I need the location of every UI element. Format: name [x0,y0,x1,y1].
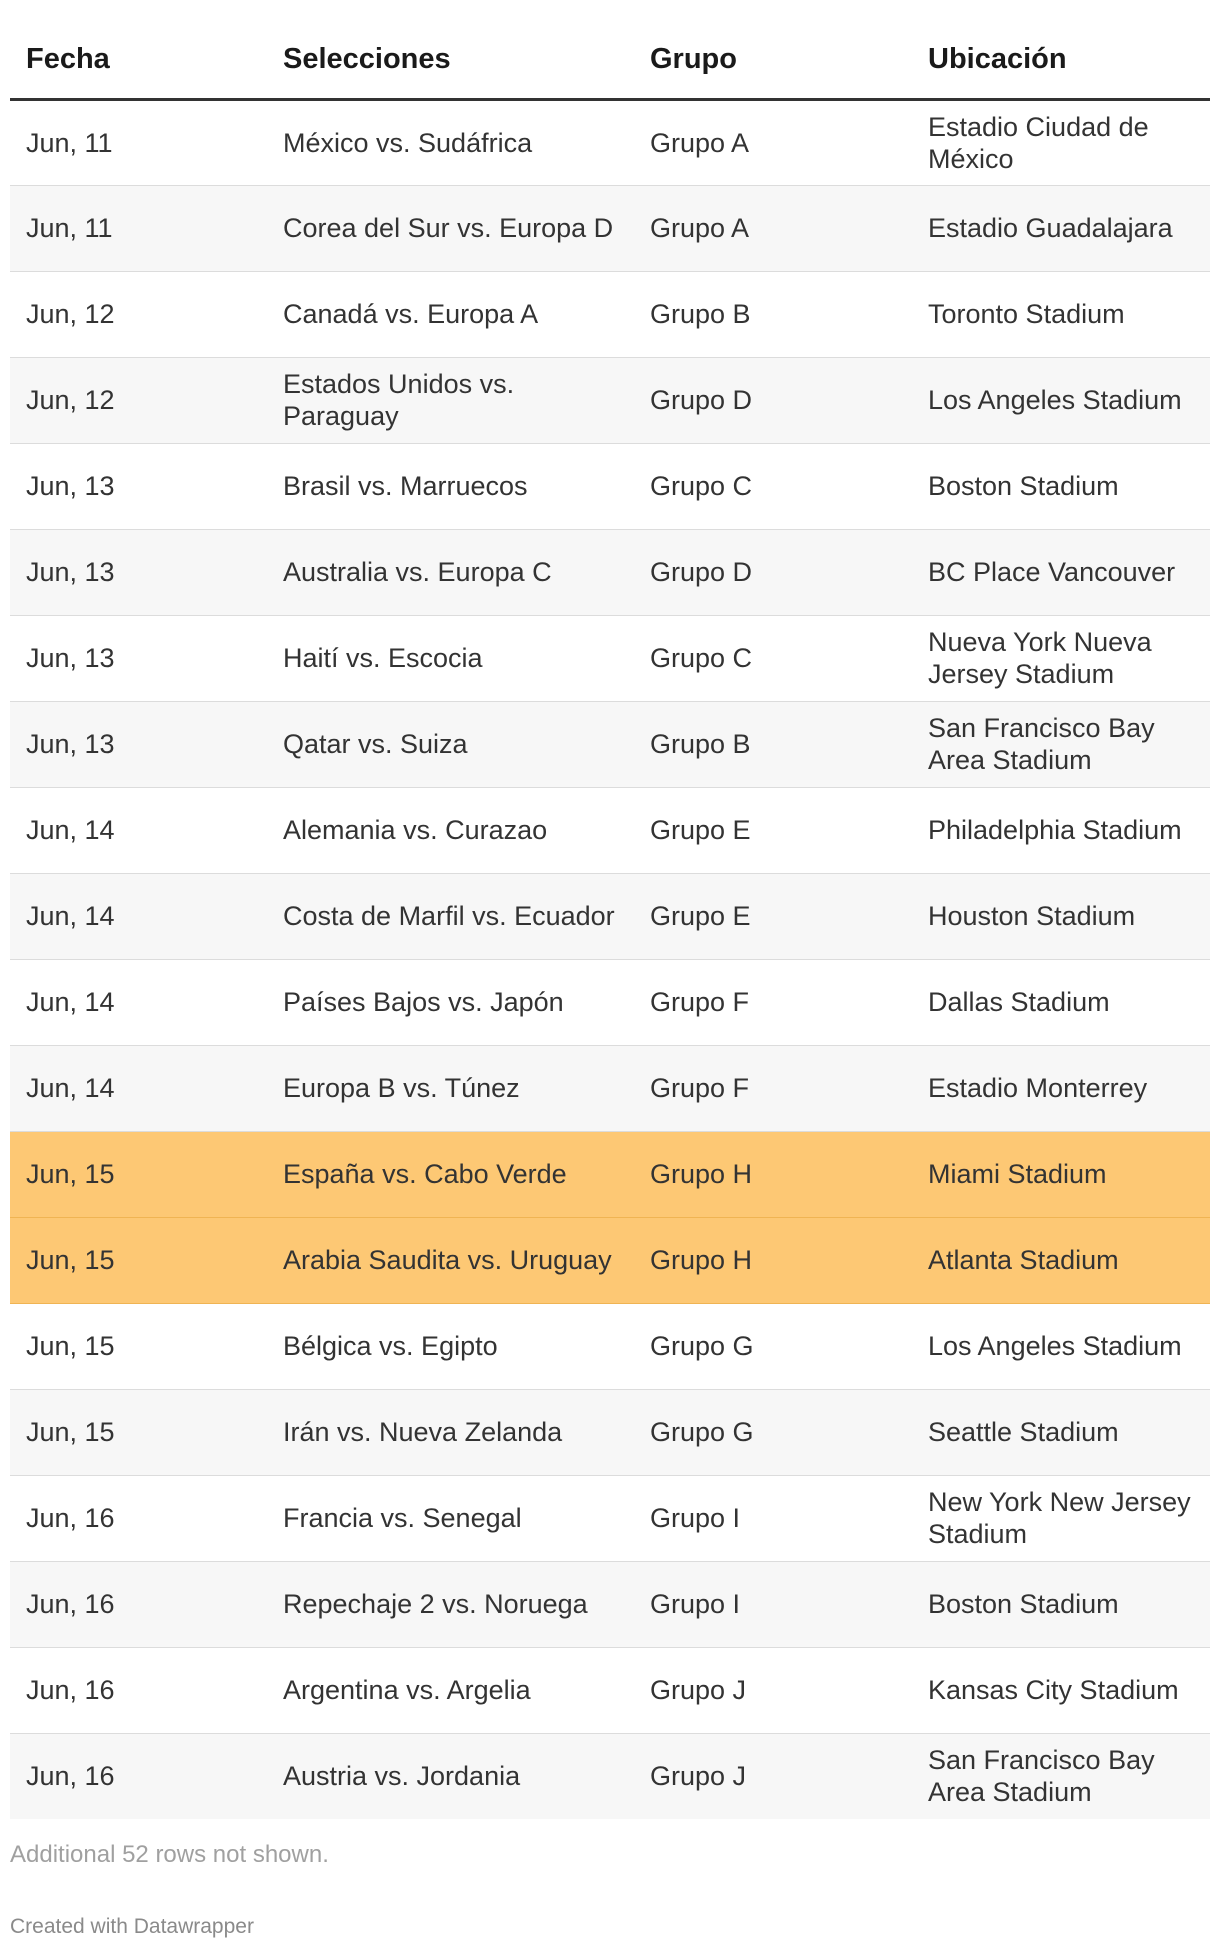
cell-selecciones: Qatar vs. Suiza [267,701,634,787]
cell-grupo: Grupo D [634,529,912,615]
column-header-fecha[interactable]: Fecha [10,0,267,99]
table-row [10,185,1210,271]
cell-fecha: Jun, 11 [10,99,267,185]
cell-grupo: Grupo A [634,185,912,271]
cell-fecha: Jun, 12 [10,357,267,443]
table-row [10,1475,1210,1561]
cell-selecciones: Canadá vs. Europa A [267,271,634,357]
table-body [10,99,1210,1819]
table-row [10,959,1210,1045]
cell-selecciones: Australia vs. Europa C [267,529,634,615]
cell-selecciones: Países Bajos vs. Japón [267,959,634,1045]
cell-fecha: Jun, 15 [10,1131,267,1217]
table-row [10,1389,1210,1475]
cell-selecciones: Irán vs. Nueva Zelanda [267,1389,634,1475]
table-row [10,271,1210,357]
table-row [10,99,1210,185]
table-row [10,1733,1210,1819]
table-row [10,787,1210,873]
cell-fecha: Jun, 16 [10,1733,267,1819]
cell-ubicacion: Dallas Stadium [912,959,1210,1045]
cell-grupo: Grupo J [634,1733,912,1819]
cell-grupo: Grupo E [634,873,912,959]
cell-ubicacion: Los Angeles Stadium [912,1303,1210,1389]
cell-ubicacion: Estadio Monterrey [912,1045,1210,1131]
cell-grupo: Grupo F [634,1045,912,1131]
datawrapper-table-widget [10,0,1220,1939]
table-row [10,1561,1210,1647]
cell-selecciones: Alemania vs. Curazao [267,787,634,873]
cell-selecciones: Estados Unidos vs. Paraguay [267,357,634,443]
table-row [10,443,1210,529]
table-row [10,701,1210,787]
cell-ubicacion: Miami Stadium [912,1131,1210,1217]
cell-grupo: Grupo C [634,615,912,701]
datawrapper-credit[interactable]: Created with Datawrapper [10,1915,254,1938]
cell-grupo: Grupo C [634,443,912,529]
cell-grupo: Grupo B [634,271,912,357]
header-row [10,0,1210,99]
cell-selecciones: Francia vs. Senegal [267,1475,634,1561]
cell-ubicacion: Nueva York Nueva Jersey Stadium [912,615,1210,701]
cell-ubicacion: San Francisco Bay Area Stadium [912,701,1210,787]
cell-grupo: Grupo E [634,787,912,873]
cell-fecha: Jun, 16 [10,1475,267,1561]
table-row [10,1217,1210,1303]
cell-fecha: Jun, 13 [10,529,267,615]
cell-fecha: Jun, 13 [10,701,267,787]
cell-fecha: Jun, 15 [10,1389,267,1475]
cell-grupo: Grupo I [634,1475,912,1561]
cell-fecha: Jun, 11 [10,185,267,271]
cell-ubicacion: Kansas City Stadium [912,1647,1210,1733]
cell-selecciones: Repechaje 2 vs. Noruega [267,1561,634,1647]
cell-fecha: Jun, 13 [10,615,267,701]
cell-selecciones: Arabia Saudita vs. Uruguay [267,1217,634,1303]
cell-grupo: Grupo F [634,959,912,1045]
cell-selecciones: Austria vs. Jordania [267,1733,634,1819]
table-header [10,0,1210,99]
cell-fecha: Jun, 16 [10,1647,267,1733]
cell-grupo: Grupo D [634,357,912,443]
cell-ubicacion: Estadio Ciudad de México [912,99,1210,185]
cell-selecciones: Argentina vs. Argelia [267,1647,634,1733]
cell-grupo: Grupo G [634,1389,912,1475]
table-row [10,615,1210,701]
cell-ubicacion: Estadio Guadalajara [912,185,1210,271]
cell-selecciones: Europa B vs. Túnez [267,1045,634,1131]
cell-fecha: Jun, 14 [10,873,267,959]
cell-selecciones: Haití vs. Escocia [267,615,634,701]
cell-ubicacion: New York New Jersey Stadium [912,1475,1210,1561]
cell-grupo: Grupo J [634,1647,912,1733]
table-row [10,1303,1210,1389]
column-header-grupo[interactable]: Grupo [634,0,912,99]
cell-ubicacion: Los Angeles Stadium [912,357,1210,443]
cell-selecciones: Costa de Marfil vs. Ecuador [267,873,634,959]
cell-fecha: Jun, 13 [10,443,267,529]
cell-fecha: Jun, 15 [10,1303,267,1389]
cell-ubicacion: BC Place Vancouver [912,529,1210,615]
cell-fecha: Jun, 14 [10,787,267,873]
cell-grupo: Grupo A [634,99,912,185]
cell-ubicacion: Boston Stadium [912,1561,1210,1647]
cell-selecciones: Brasil vs. Marruecos [267,443,634,529]
table-row [10,1131,1210,1217]
match-schedule-table [10,0,1210,1819]
table-row [10,529,1210,615]
cell-fecha: Jun, 14 [10,959,267,1045]
table-row [10,357,1210,443]
cell-selecciones: México vs. Sudáfrica [267,99,634,185]
cell-fecha: Jun, 14 [10,1045,267,1131]
cell-grupo: Grupo H [634,1131,912,1217]
cell-ubicacion: Houston Stadium [912,873,1210,959]
column-header-ubicacion[interactable]: Ubicación [912,0,1210,99]
cell-grupo: Grupo I [634,1561,912,1647]
table-row [10,873,1210,959]
cell-ubicacion: San Francisco Bay Area Stadium [912,1733,1210,1819]
cell-selecciones: Corea del Sur vs. Europa D [267,185,634,271]
table-row [10,1045,1210,1131]
rows-not-shown-note: Additional 52 rows not shown. [10,1841,329,1868]
cell-selecciones: España vs. Cabo Verde [267,1131,634,1217]
cell-ubicacion: Atlanta Stadium [912,1217,1210,1303]
cell-ubicacion: Boston Stadium [912,443,1210,529]
cell-ubicacion: Seattle Stadium [912,1389,1210,1475]
cell-grupo: Grupo G [634,1303,912,1389]
cell-grupo: Grupo H [634,1217,912,1303]
cell-fecha: Jun, 15 [10,1217,267,1303]
cell-ubicacion: Toronto Stadium [912,271,1210,357]
cell-grupo: Grupo B [634,701,912,787]
column-header-selecciones[interactable]: Selecciones [267,0,634,99]
cell-selecciones: Bélgica vs. Egipto [267,1303,634,1389]
table-row [10,1647,1210,1733]
cell-ubicacion: Philadelphia Stadium [912,787,1210,873]
cell-fecha: Jun, 16 [10,1561,267,1647]
cell-fecha: Jun, 12 [10,271,267,357]
